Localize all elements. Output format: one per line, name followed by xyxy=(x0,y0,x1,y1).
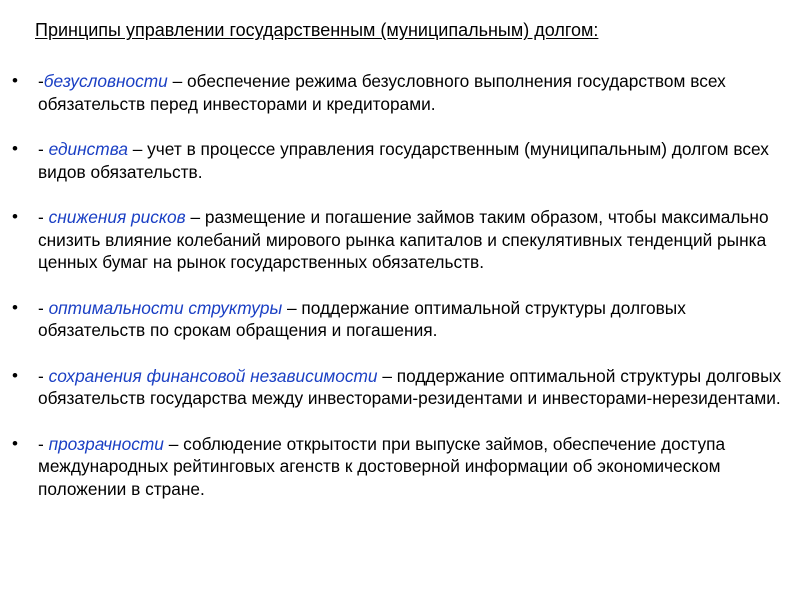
list-item xyxy=(12,297,782,342)
list-item xyxy=(12,70,782,115)
item-prefix: - xyxy=(38,71,44,91)
item-prefix: - xyxy=(38,207,49,227)
item-term: безусловности xyxy=(43,71,168,91)
bullet-icon: • xyxy=(12,139,18,158)
principles-list xyxy=(12,70,782,523)
bullet-icon: • xyxy=(12,365,18,385)
list-item xyxy=(12,206,782,274)
list-item xyxy=(12,138,782,183)
item-prefix: - xyxy=(38,139,49,159)
item-prefix: - xyxy=(38,297,49,318)
item-prefix: - xyxy=(38,433,49,454)
bullet-icon: • xyxy=(12,71,18,90)
item-text: – обеспечение режима безусловного выполнения государством всех обязательств перед инвесторами и кредиторами. xyxy=(38,71,726,114)
item-term: единства xyxy=(48,139,128,159)
item-term: прозрачности xyxy=(48,433,164,454)
bullet-icon: • xyxy=(12,207,18,226)
list-item xyxy=(12,365,782,410)
item-text: – учет в процессе управления государственным (муниципальным) долгом всех видов обязательств. xyxy=(38,139,769,182)
bullet-icon: • xyxy=(12,433,18,453)
item-term: снижения рисков xyxy=(48,207,186,227)
item-text: – размещение и погашение займов таким образом, чтобы максимально снизить влияние колебаний мирового рынка капиталов и спекулятивных тенденций рынка ценных бумаг на рынок государственных обязательств. xyxy=(38,207,769,272)
item-text: – поддержание оптимальной структуры долговых обязательств по срокам обращения и погашения. xyxy=(38,297,686,340)
item-term: сохранения финансовой независимости xyxy=(48,365,378,386)
item-term: оптимальности структуры xyxy=(48,297,283,318)
item-prefix: - xyxy=(38,365,49,386)
item-text: – поддержание оптимальной структуры долговых обязательств государства между инвесторами-резидентами и инвесторами-нерезидентами. xyxy=(38,365,782,408)
list-item xyxy=(12,433,782,501)
bullet-icon: • xyxy=(12,297,18,317)
item-text: – соблюдение открытости при выпуске займов, обеспечение доступа международных рейтинговых агенств к достоверной информации об экономическом положении в стране. xyxy=(38,433,726,499)
slide-title: Принципы управлении государственным (муниципальным) долгом: xyxy=(35,20,599,40)
